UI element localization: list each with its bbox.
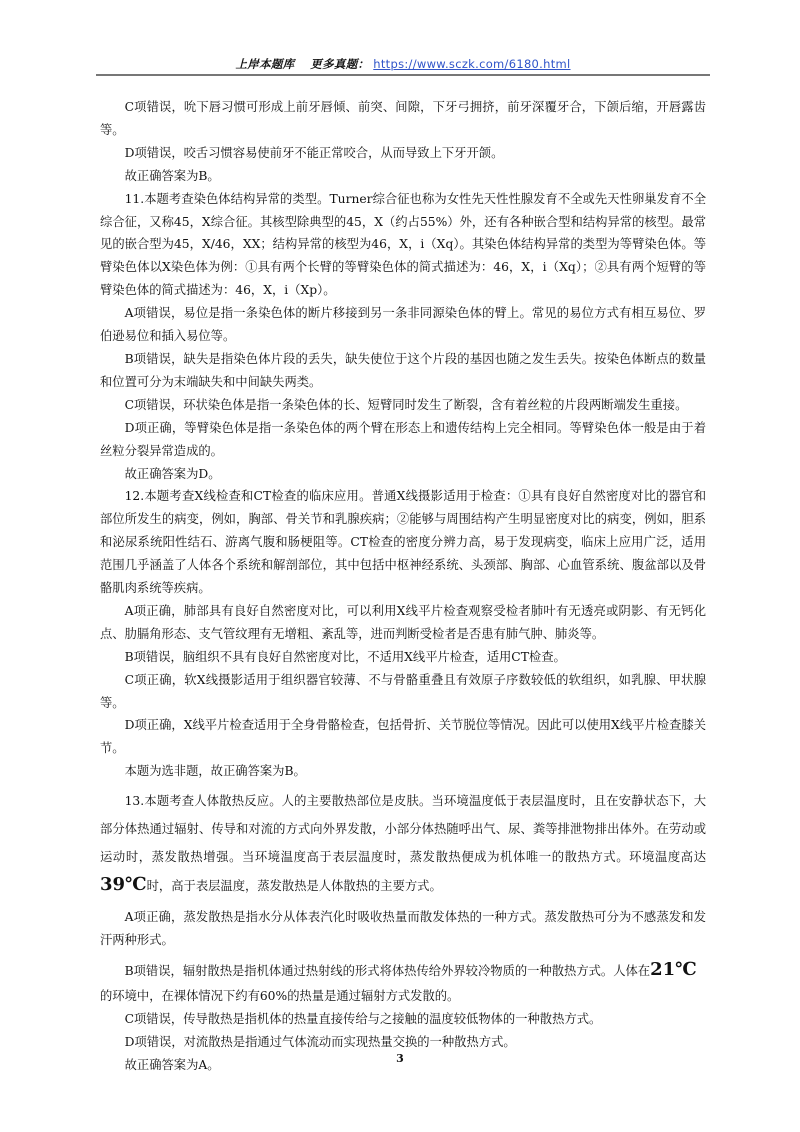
paragraph: C项错误，传导散热是指机体的热量直接传给与之接触的温度较低物体的一种散热方式。	[124, 1011, 602, 1026]
paragraph: C项错误，吮下唇习惯可形成上前牙唇倾、前突、间隙，下牙弓拥挤，前牙深覆牙合，下颌后缩，开唇露齿等。	[100, 100, 706, 137]
paragraph: C项错误，环状染色体是指一条染色体的长、短臂同时发生了断裂，含有着丝粒的片段两断端发生重接。	[124, 397, 688, 412]
paragraph: 故正确答案为A。	[124, 1057, 220, 1072]
page-number: 3	[396, 1052, 404, 1065]
paragraph-text: 时，高于表层温度，蒸发散热是人体散热的主要方式。	[146, 879, 442, 894]
paragraph: 故正确答案为B。	[124, 168, 220, 183]
paragraph-text: 13.本题考查人体散热反应。人的主要散热部位是皮肤。当环境温度低于表层温度时，且在安静状态下，大部分体热通过辐射、传导和对流的方式向外界发散，小部分体热随呼出气、尿、粪等排泄物排出体外。在劳动或运动时，蒸发散热增强。当环境温度高于表层温度时，蒸发散热便成为机体唯一的散热方式。环境温度高达	[100, 794, 706, 865]
paragraph: A项错误，易位是指一条染色体的断片移接到另一条非同源染色体的臂上。常见的易位方式有相互易位、罗伯逊易位和插入易位等。	[100, 306, 706, 344]
paragraph: D项正确，等臂染色体是指一条染色体的两个臂在形态上和遗传结构上完全相同。等臂染色体一般是由于着丝粒分裂异常造成的。	[100, 420, 706, 458]
header-more-label: 更多真题：	[310, 57, 370, 71]
header-divider	[96, 74, 710, 76]
paragraph: A项正确，蒸发散热是指水分从体表汽化时吸收热量而散发体热的一种方式。蒸发散热可分为不感蒸发和发汗两种形式。	[100, 910, 706, 948]
paragraph: 故正确答案为D。	[124, 466, 221, 481]
temperature-value: 39℃	[100, 874, 147, 896]
paragraph: C项正确，软X线摄影适用于组织器官较薄、不与骨骼重叠且有效原子序数较低的软组织，如乳腺、甲状腺等。	[100, 672, 706, 710]
paragraph: D项正确，X线平片检查适用于全身骨骼检查，包括骨折、关节脱位等情况。因此可以使用X线平片检查膝关节。	[100, 718, 706, 756]
paragraph: 12.本题考查X线检查和CT检查的临床应用。普通X线摄影适用于检查：①具有良好自然密度对比的器官和部位所发生的病变，例如，胸部、骨关节和乳腺疾病；②能够与周围结构产生明显密度对比的病变，例如，胆系和泌尿系统阳性结石、游离气腹和肠梗阻等。CT检查的密度分辨力高，易于发现病变，临床上应用广泛，适用范围几乎涵盖了人体各个系统和解剖部位，其中包括中枢神经系统、头颈部、胸部、心血管系统、腹盆部以及骨骼肌肉系统等疾病。	[100, 489, 706, 596]
paragraph: B项错误，脑组织不具有良好自然密度对比，不适用X线平片检查，适用CT检查。	[124, 649, 566, 664]
paragraph-text: B项错误，辐射散热是指机体通过热射线的形式将体热传给外界较冷物质的一种散热方式。人体在	[124, 964, 651, 978]
header-link[interactable]: https://www.sczk.com/6180.html	[373, 57, 571, 71]
document-body	[100, 96, 706, 1077]
page-header	[96, 56, 710, 72]
paragraph	[100, 956, 706, 985]
paragraph: D项错误，对流散热是指通过气体流动而实现热量交换的一种散热方式。	[124, 1034, 516, 1049]
paragraph: 本题为选非题，故正确答案为B。	[124, 764, 306, 779]
header-brand: 上岸本题库	[235, 57, 295, 71]
paragraph: A项正确，肺部具有良好自然密度对比，可以利用X线平片检查观察受检者肺叶有无透亮或阴影、有无钙化点、肋膈角形态、支气管纹理有无增粗、紊乱等，进而判断受检者是否患有肺气肿、肺炎等。	[100, 603, 706, 641]
paragraph: 11.本题考查染色体结构异常的类型。Turner综合征也称为女性先天性性腺发育不全或先天性卵巢发育不全综合征，又称45，X综合征。其核型除典型的45，X（约占55%）外，还有各种嵌合型和结构异常的核型。最常见的嵌合型为45，X/46，XX；结构异常的核型为46，X，i（Xq）。其染色体结构异常的类型为等臂染色体。等臂染色体以X染色体为例：①具有两个长臂的等臂染色体的简式描述为：46，X，i（Xq）；②具有两个短臂的等臂染色体的简式描述为：46，X，i（Xp）。	[100, 191, 706, 298]
paragraph: 的环境中，在裸体情况下约有60%的热量是通过辐射方式发散的。	[100, 989, 460, 1003]
paragraph: B项错误，缺失是指染色体片段的丢失，缺失使位于这个片段的基因也随之发生丢失。按染色体断点的数量和位置可分为末端缺失和中间缺失两类。	[100, 351, 706, 389]
paragraph	[100, 787, 706, 900]
paragraph: D项错误，咬舌习惯容易使前牙不能正常咬合，从而导致上下牙开颌。	[124, 145, 504, 160]
temperature-value: 21℃	[650, 959, 697, 980]
